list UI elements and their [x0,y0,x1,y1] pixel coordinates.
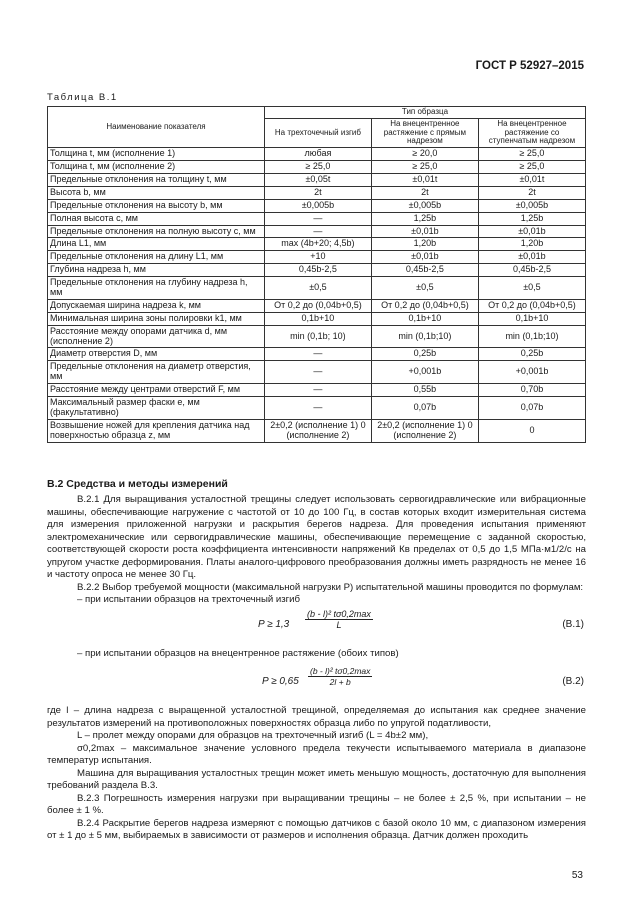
row-value-type-1: 0,45b-2,5 [264,264,371,277]
row-value-type-3: ±0,01b [478,251,585,264]
row-parameter-name: Высота b, мм [48,186,265,199]
row-value-type-2: ±0,01b [371,225,478,238]
formula-b2-fraction [308,666,372,687]
row-value-type-3: min (0,1b;10) [478,325,585,348]
paragraph-b21: В.2.1 Для выращивания усталостной трещины следует использовать сервогидравлические или вибрационные машины, обеспечивающие нагружение с частотой от 10 до 100 Гц, в состав которых входит измерительная система для измерения приложенной нагрузки и раскрытия берегов надреза. Для проведения испытания применяют электромеханические или сервогидравлические машины, обеспечивающие перемещение с заданной скоростью, соответствующей скорости роста коэффициента интенсивности напряжений Кв пределах от 0,5 до 1,5 МПа·м1/2/с на упругом участке деформирования. Платы аналого-цифрового преобразования должны иметь разрядность не менее 16 и частоту опроса не менее 30 Гц. [47,494,586,580]
row-parameter-name: Диаметр отверстия D, мм [48,348,265,361]
row-value-type-1: ±0,05t [264,173,371,186]
row-value-type-2: 1,20b [371,238,478,251]
row-parameter-name: Длина L1, мм [48,238,265,251]
formula-b1-lhs: P ≥ 1,3 [258,619,290,630]
table-row [48,325,586,348]
paragraph-b23: В.2.3 Погрешность измерения нагрузки при выращивании трещины – не более ± 2,5 %, при испытании – не более ± 1 %. [47,792,586,816]
row-value-type-1: ±0,005b [264,199,371,212]
row-value-type-1: — [264,397,371,420]
row-value-type-1: 0,1b+10 [264,312,371,325]
row-value-type-3: 0,70b [478,384,585,397]
table-row [48,238,586,251]
row-value-type-3: От 0,2 до (0,04b+0,5) [478,299,585,312]
row-value-type-3: ±0,5 [478,277,585,300]
table-row [48,212,586,225]
table-row [48,348,586,361]
row-value-type-1: — [264,225,371,238]
formula-b1-denominator: L [336,620,342,630]
table-body [48,148,586,442]
formula-b1-number: (В.1) [562,619,584,630]
paragraph-where: где l – длина надреза с выращенной усталостной трещиной, определяемая до испытания как среднее значение результатов измерений на противоположных поверхностях образца либо по упругой податливости, [47,705,586,729]
row-parameter-name: Минимальная ширина зоны полировки k1, мм [48,312,265,325]
row-value-type-1: 2t [264,186,371,199]
column-header-type-1: На трехточечный изгиб [264,118,371,147]
table-row [48,148,586,161]
table-row [48,361,586,384]
row-value-type-2: min (0,1b;10) [371,325,478,348]
row-value-type-1: ≥ 25,0 [264,161,371,174]
row-value-type-3: 0,25b [478,348,585,361]
paragraph-sigma: σ0,2max – максимальное значение условного предела текучести испытываемого материала в диапазоне температур испытания. [47,742,586,766]
row-value-type-3: ≥ 25,0 [478,148,585,161]
paragraph-machine: Машина для выращивания усталостных трещин может иметь меньшую мощность, достаточную для выполнения требований раздела В.3. [47,767,586,791]
row-value-type-3: 0 [478,419,585,442]
row-value-type-1: — [264,361,371,384]
row-parameter-name: Допускаемая ширина надреза k, мм [48,299,265,312]
standard-header: ГОСТ Р 52927–2015 [475,60,584,72]
table-row [48,186,586,199]
row-value-type-3: +0,001b [478,361,585,384]
row-value-type-1: — [264,384,371,397]
row-value-type-2: 0,25b [371,348,478,361]
row-parameter-name: Расстояние между центрами отверстий F, мм [48,384,265,397]
row-value-type-3: 1,20b [478,238,585,251]
row-value-type-2: ±0,5 [371,277,478,300]
row-value-type-3: ≥ 25,0 [478,161,585,174]
table-row [48,419,586,442]
column-header-name: Наименование показателя [48,107,265,148]
table-row [48,384,586,397]
row-value-type-2: +0,001b [371,361,478,384]
page-number: 53 [571,870,583,881]
row-value-type-2: ≥ 25,0 [371,161,478,174]
paragraph-case-2: – при испытании образцов на внецентренное растяжение (обоих типов) [77,648,399,659]
row-parameter-name: Предельные отклонения на длину L1, мм [48,251,265,264]
section-body-bottom [47,705,586,843]
table-row [48,264,586,277]
table-row [48,199,586,212]
row-parameter-name: Полная высота c, мм [48,212,265,225]
formula-b2-numerator: (b - l)² tσ0,2max [310,666,371,676]
formula-b1-fraction [305,609,373,630]
row-parameter-name: Глубина надреза h, мм [48,264,265,277]
row-value-type-1: — [264,212,371,225]
row-value-type-2: ±0,01b [371,251,478,264]
column-header-group: Тип образца [264,107,585,119]
table-row [48,161,586,174]
row-value-type-2: 2±0,2 (исполнение 1) 0 (исполнение 2) [371,419,478,442]
row-parameter-name: Толщина t, мм (исполнение 2) [48,161,265,174]
row-parameter-name: Предельные отклонения на высоту b, мм [48,199,265,212]
row-value-type-1: min (0,1b; 10) [264,325,371,348]
row-parameter-name: Предельные отклонения на полную высоту c, мм [48,225,265,238]
table-row [48,312,586,325]
formula-b1-numerator: (b - l)² tσ0,2max [307,609,371,619]
row-value-type-2: 0,55b [371,384,478,397]
row-value-type-2: ≥ 20,0 [371,148,478,161]
row-parameter-name: Предельные отклонения на диаметр отверстия, мм [48,361,265,384]
section-body-top [47,494,586,607]
row-value-type-2: 1,25b [371,212,478,225]
table-row [48,277,586,300]
row-parameter-name: Максимальный размер фаски e, мм (факультативно) [48,397,265,420]
row-parameter-name: Предельные отклонения на толщину t, мм [48,173,265,186]
formula-b2-number: (В.2) [562,676,584,687]
row-value-type-1: любая [264,148,371,161]
paragraph-span: L – пролет между опорами для образцов на трехточечный изгиб (L = 4b±2 мм), [77,730,429,741]
row-value-type-3: 1,25b [478,212,585,225]
row-value-type-3: 0,07b [478,397,585,420]
row-value-type-3: 2t [478,186,585,199]
row-value-type-1: max (4b+20; 4,5b) [264,238,371,251]
row-value-type-3: ±0,01t [478,173,585,186]
row-value-type-2: ±0,01t [371,173,478,186]
row-value-type-2: 0,07b [371,397,478,420]
row-parameter-name: Предельные отклонения на глубину надреза h, мм [48,277,265,300]
paragraph-case-1: – при испытании образцов на трехточечный изгиб [77,594,300,605]
table-row [48,173,586,186]
formula-b2-lhs: P ≥ 0,65 [262,676,299,687]
column-header-type-3: На внецентренное растяжение со ступенчатым надрезом [478,118,585,147]
table-row [48,397,586,420]
formula-b2-denominator: 2l + b [329,677,351,687]
row-value-type-3: ±0,01b [478,225,585,238]
row-parameter-name: Возвышение ножей для крепления датчика над поверхностью образца z, мм [48,419,265,442]
row-value-type-1: — [264,348,371,361]
row-value-type-2: ±0,005b [371,199,478,212]
row-parameter-name: Толщина t, мм (исполнение 1) [48,148,265,161]
row-value-type-1: От 0,2 до (0,04b+0,5) [264,299,371,312]
row-value-type-2: От 0,2 до (0,04b+0,5) [371,299,478,312]
section-body-mid [47,648,586,661]
table-caption: Таблица В.1 [47,92,118,103]
row-value-type-3: ±0,005b [478,199,585,212]
row-value-type-2: 0,45b-2,5 [371,264,478,277]
table-row [48,299,586,312]
section-title: В.2 Средства и методы измерений [47,478,228,490]
row-value-type-1: +10 [264,251,371,264]
row-parameter-name: Расстояние между опорами датчика d, мм (исполнение 2) [48,325,265,348]
row-value-type-1: ±0,5 [264,277,371,300]
row-value-type-1: 2±0,2 (исполнение 1) 0 (исполнение 2) [264,419,371,442]
table-row [48,251,586,264]
parameters-table [47,106,586,443]
row-value-type-3: 0,1b+10 [478,312,585,325]
column-header-type-2: На внецентренное растяжение с прямым надрезом [371,118,478,147]
row-value-type-2: 2t [371,186,478,199]
paragraph-b22: В.2.2 Выбор требуемой мощности (максимальной нагрузки Р) испытательной машины проводится по формулам: [77,581,584,593]
row-value-type-2: 0,1b+10 [371,312,478,325]
paragraph-b24: В.2.4 Раскрытие берегов надреза измеряют с помощью датчиков с базой около 10 мм, с диапазоном измерения от ± 1 до ± 5 мм, выбираемых в зависимости от размеров и исполнения образца. Датчик должен проходить [47,817,586,841]
row-value-type-3: 0,45b-2,5 [478,264,585,277]
table-row [48,225,586,238]
